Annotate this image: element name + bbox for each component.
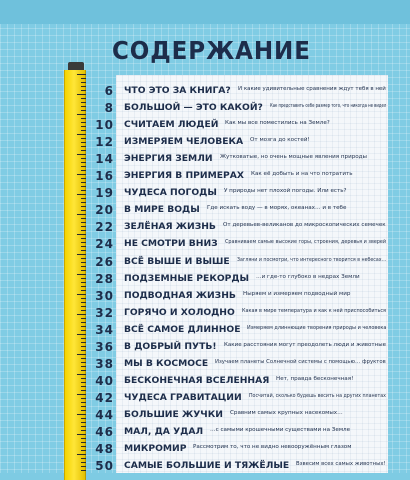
ruler-tick <box>77 354 86 355</box>
ruler-tick <box>81 326 86 327</box>
toc-heading: САМЫЕ БОЛЬШИЕ И ТЯЖЁЛЫЕ <box>124 460 290 472</box>
ruler-tick <box>81 422 86 423</box>
toc-page-number: 32 <box>95 305 114 320</box>
toc-page-number: 26 <box>95 254 114 269</box>
ruler-tick <box>81 186 86 187</box>
toc-description: Рассмотрим то, что не видно невооружённым глазом <box>193 444 352 451</box>
ruler-tick <box>81 282 86 283</box>
ruler-tick <box>81 266 86 267</box>
toc-description: От мозга до костей! <box>250 137 310 144</box>
ruler-tick <box>77 234 86 235</box>
ruler-tick <box>81 450 86 451</box>
ruler-tick <box>81 218 86 219</box>
ruler-tick <box>81 278 86 279</box>
toc-description: Сравним самых крупных насекомых… <box>230 409 343 416</box>
ruler-tick <box>81 298 86 299</box>
ruler-tick <box>77 394 86 395</box>
toc-heading: ГОРЯЧО И ХОЛОДНО <box>124 306 235 318</box>
ruler-tick <box>81 182 86 183</box>
ruler-tick <box>77 114 86 115</box>
ruler-tick <box>81 306 86 307</box>
toc-description: Измеряем длиннющие творения природы и человека <box>247 324 387 331</box>
ruler-tick <box>81 458 86 459</box>
ruler-tick <box>81 430 86 431</box>
ruler-tick <box>81 130 86 131</box>
ruler-tick <box>81 470 86 471</box>
toc-description: Как представить себе размер того, что никогда не видел <box>270 103 387 110</box>
ruler-tick <box>77 154 86 155</box>
toc-heading: ЭНЕРГИЯ ЗЕМЛИ <box>124 153 213 165</box>
page-title: СОДЕРЖАНИЕ <box>112 36 311 65</box>
toc-entry[interactable] <box>0 391 410 408</box>
toc-page-number: 20 <box>95 203 114 218</box>
ruler-tick <box>81 106 86 107</box>
toc-page-number: 50 <box>95 459 114 474</box>
ruler-tick <box>77 434 86 435</box>
ruler-tick <box>77 274 86 275</box>
ruler-tick <box>81 438 86 439</box>
ruler-tick <box>81 138 86 139</box>
toc-page-number: 46 <box>95 425 114 439</box>
ruler-tick <box>81 158 86 159</box>
toc-heading: МЫ В КОСМОСЕ <box>124 357 209 369</box>
toc-page-number: 38 <box>95 356 114 371</box>
toc-entry[interactable] <box>0 374 410 391</box>
toc-page-number: 8 <box>104 101 114 116</box>
toc-entry[interactable] <box>0 101 410 118</box>
ruler-tick <box>81 426 86 427</box>
ruler-tick <box>81 442 86 443</box>
toc-description: …и где-то глубоко в недрах Земли <box>256 273 360 280</box>
toc-page-number: 34 <box>95 322 114 337</box>
ruler-tick <box>81 222 86 223</box>
toc-description: Как её добыть и на что потратить <box>251 171 353 178</box>
toc-entry[interactable] <box>0 220 410 237</box>
toc-description: Нет, правда бесконечная! <box>276 375 354 382</box>
toc-description: И какие удивительные сравнения ждут тебя в ней <box>238 86 386 92</box>
toc-description: Жутковатые, но очень мощные явления природы <box>220 154 367 161</box>
ruler-tick <box>81 350 86 351</box>
toc-heading: БОЛЬШИЕ ЖУЧКИ <box>124 408 223 420</box>
ruler-tick <box>81 346 86 347</box>
toc-page-number: 22 <box>95 220 114 235</box>
ruler-tick <box>81 118 86 119</box>
ruler-tick <box>81 370 86 371</box>
toc-entry[interactable] <box>0 323 410 340</box>
toc-entry[interactable] <box>0 186 410 203</box>
toc-description: Взвесим всех самых животных! <box>296 461 386 468</box>
ruler-tick <box>81 386 86 387</box>
ruler-tick <box>81 366 86 367</box>
toc-heading: ВСЁ САМОЕ ДЛИННОЕ <box>124 323 241 335</box>
toc-heading: МАЛ, ДА УДАЛ <box>124 426 204 437</box>
toc-description: От деревьев-великанов до микроскопических семечек <box>223 222 386 229</box>
toc-heading: МИКРОМИР <box>124 443 187 455</box>
toc-page-number: 36 <box>95 339 114 354</box>
toc-page-number: 40 <box>95 373 114 388</box>
ruler-tick <box>81 270 86 271</box>
ruler-tick <box>81 462 86 463</box>
toc-heading: ИЗМЕРЯЕМ ЧЕЛОВЕКА <box>124 136 244 148</box>
toc-heading: ЭНЕРГИЯ В ПРИМЕРАХ <box>124 170 244 182</box>
ruler-tick <box>81 142 86 143</box>
toc-entry[interactable] <box>0 135 410 152</box>
toc-entry[interactable] <box>0 306 410 323</box>
ruler-tick <box>81 242 86 243</box>
ruler-tick <box>81 466 86 467</box>
ruler-tick <box>81 318 86 319</box>
toc-description: Сравниваем самые высокие горы, строения, деревья и зверей <box>225 239 387 246</box>
ruler-tick <box>81 246 86 247</box>
ruler-tick <box>81 86 86 87</box>
toc-entry[interactable] <box>0 237 410 254</box>
toc-description: Какие расстояния могут преодолеть люди и животные <box>224 341 387 348</box>
ruler-tick <box>81 110 86 111</box>
toc-description: Изучаем планеты Солнечной системы с помощью… фруктов <box>215 358 386 365</box>
ruler-tick <box>77 454 86 455</box>
toc-page-number: 48 <box>95 442 114 457</box>
ruler-tick <box>81 446 86 447</box>
toc-entry[interactable] <box>0 152 410 169</box>
toc-heading: СЧИТАЕМ ЛЮДЕЙ <box>124 119 219 131</box>
ruler-tick <box>81 382 86 383</box>
ruler-tick <box>81 362 86 363</box>
ruler-tick <box>77 74 86 75</box>
toc-description: У природы нет плохой погоды. Или есть? <box>224 188 347 195</box>
ruler-tick <box>77 174 86 175</box>
toc-entry[interactable] <box>0 442 410 459</box>
ruler-tick <box>77 374 86 375</box>
toc-entry[interactable] <box>0 408 410 425</box>
ruler-tick <box>77 294 86 295</box>
toc-entry[interactable] <box>0 340 410 357</box>
toc-description: Загляни и посмотри, что интересного творится в небесах… <box>237 256 387 263</box>
ruler-tick <box>81 322 86 323</box>
ruler-tick <box>81 290 86 291</box>
toc-entry[interactable] <box>0 118 410 135</box>
toc-description: Как мы все поместились на Земле? <box>225 120 330 127</box>
toc-page-number: 28 <box>95 271 114 286</box>
ruler-tick <box>81 406 86 407</box>
toc-page-number: 12 <box>95 135 114 150</box>
ruler-tick <box>81 78 86 79</box>
toc-heading: ЧТО ЭТО ЗА КНИГА? <box>124 85 231 96</box>
toc-heading: ЧУДЕСА ПОГОДЫ <box>124 187 217 199</box>
ruler-tick <box>81 190 86 191</box>
ruler-tick <box>77 414 86 415</box>
toc-entry[interactable] <box>0 425 410 442</box>
toc-entry[interactable] <box>0 169 410 186</box>
ruler-tick <box>81 310 86 311</box>
ruler-tick <box>81 146 86 147</box>
toc-page-number: 42 <box>95 390 114 405</box>
toc-entry[interactable] <box>0 459 410 476</box>
ruler-tick <box>81 210 86 211</box>
ruler-tick <box>81 98 86 99</box>
ruler-tick <box>81 162 86 163</box>
toc-page-number: 14 <box>95 152 114 167</box>
toc-heading: БЕСКОНЕЧНАЯ ВСЕЛЕННАЯ <box>124 374 270 386</box>
ruler-tick <box>81 178 86 179</box>
toc-heading: ПОДВОДНАЯ ЖИЗНЬ <box>124 289 236 301</box>
toc-page-number: 16 <box>95 169 114 184</box>
toc-heading: БОЛЬШОЙ — ЭТО КАКОЙ? <box>124 102 263 114</box>
top-band <box>0 0 410 24</box>
ruler-tick <box>77 94 86 95</box>
ruler-tick <box>77 134 86 135</box>
ruler-tick <box>77 314 86 315</box>
ruler-tick <box>81 402 86 403</box>
toc-page-number: 6 <box>104 84 114 98</box>
ruler-tick <box>81 90 86 91</box>
toc-entry[interactable] <box>0 255 410 272</box>
ruler-tick <box>81 170 86 171</box>
ruler-tick <box>81 358 86 359</box>
toc-heading: В ДОБРЫЙ ПУТЬ! <box>124 340 217 352</box>
toc-description: Посчитай, сколько будешь весить на других планетах <box>249 392 386 399</box>
toc-entry[interactable] <box>0 357 410 374</box>
ruler-tick <box>77 194 86 195</box>
ruler-tick <box>81 202 86 203</box>
ruler-tick <box>81 390 86 391</box>
ruler-tick <box>81 238 86 239</box>
toc-page-number: 24 <box>95 237 114 252</box>
ruler-tick <box>81 122 86 123</box>
toc-heading: В МИРЕ ВОДЫ <box>124 204 200 216</box>
toc-description: …с самыми крошечными существами на Земле <box>210 427 351 433</box>
ruler-tick <box>81 82 86 83</box>
ruler-tick <box>81 286 86 287</box>
toc-description: Какая в мире температура и как к ней приспособиться <box>242 307 386 314</box>
ruler-tick <box>81 338 86 339</box>
ruler-tick <box>81 418 86 419</box>
ruler-tick <box>81 330 86 331</box>
ruler-tick <box>81 262 86 263</box>
ruler-tick <box>81 398 86 399</box>
toc-heading: ВСЁ ВЫШЕ И ВЫШЕ <box>124 255 230 267</box>
toc-entry[interactable] <box>0 272 410 289</box>
ruler-tick <box>81 250 86 251</box>
ruler-tick <box>81 302 86 303</box>
ruler-tick <box>81 150 86 151</box>
toc-page-number: 44 <box>95 407 114 422</box>
ruler-tick <box>77 254 86 255</box>
ruler-tick <box>81 198 86 199</box>
toc-heading: НЕ СМОТРИ ВНИЗ <box>124 238 218 250</box>
toc-description: Ныряем и измеряем подводный мир <box>243 290 351 297</box>
toc-page-number: 10 <box>95 118 114 133</box>
toc-page-number: 30 <box>95 288 114 303</box>
toc-entry[interactable] <box>0 289 410 306</box>
ruler-tick <box>77 214 86 215</box>
ruler-tick <box>81 230 86 231</box>
toc-description: Где искать воду — в морях, океанах… и в тебе <box>207 205 347 212</box>
toc-heading: ЧУДЕСА ГРАВИТАЦИИ <box>124 391 242 403</box>
toc-heading: ЗЕЛЁНАЯ ЖИЗНЬ <box>124 221 216 233</box>
toc-entry[interactable] <box>0 84 410 101</box>
toc-heading: ПОДЗЕМНЫЕ РЕКОРДЫ <box>124 272 250 284</box>
ruler-tick <box>81 206 86 207</box>
toc-entry[interactable] <box>0 203 410 220</box>
ruler-tick <box>81 226 86 227</box>
ruler-tick <box>81 258 86 259</box>
toc-page-number: 19 <box>95 186 114 201</box>
ruler-tick <box>81 166 86 167</box>
ruler-tick <box>77 334 86 335</box>
ruler-tick <box>81 342 86 343</box>
ruler-tick <box>81 410 86 411</box>
ruler-tick <box>81 102 86 103</box>
ruler-tick <box>81 126 86 127</box>
ruler-tick <box>81 378 86 379</box>
